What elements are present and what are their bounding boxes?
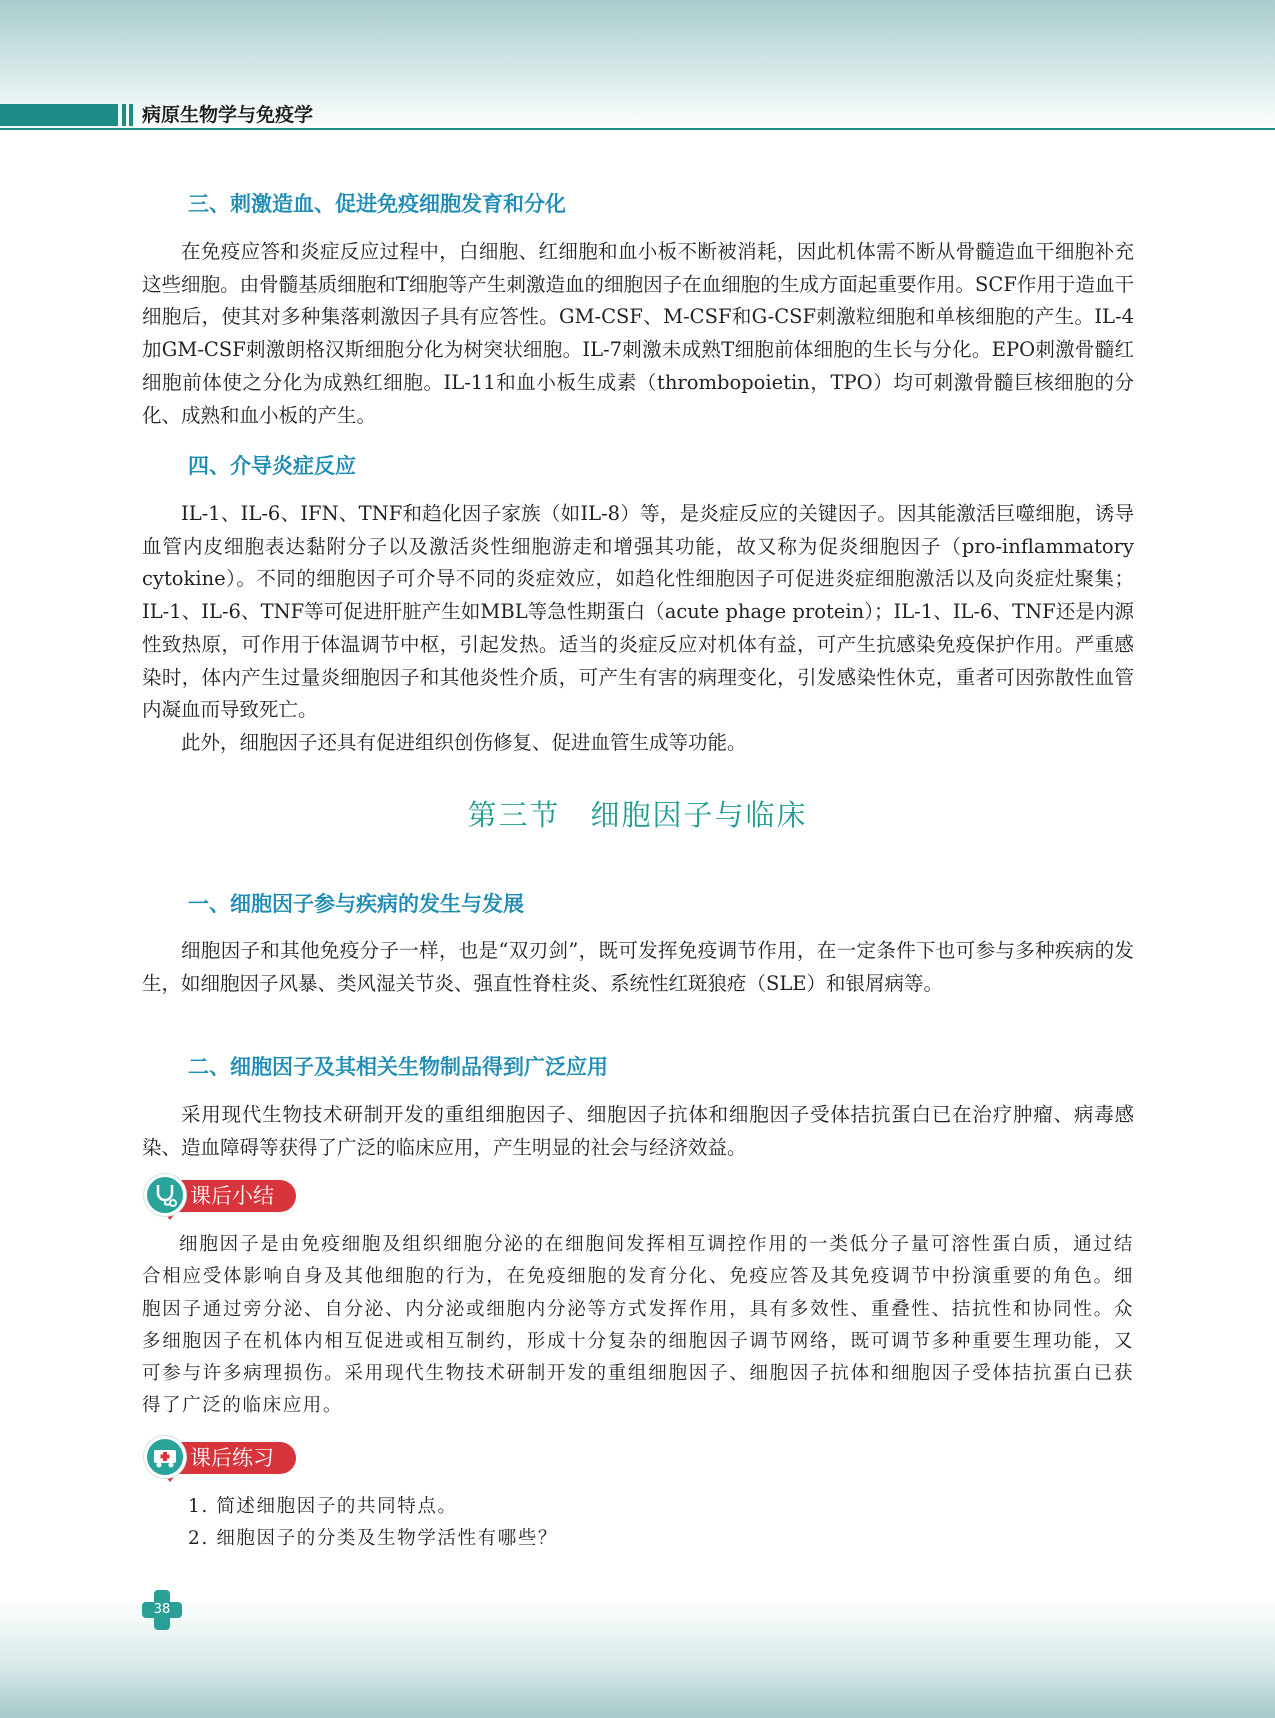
section-heading-4: 四、介导炎症反应	[188, 454, 356, 478]
chapter-label: 第三节	[467, 798, 561, 832]
chapter-title	[0, 793, 1275, 834]
header-accent-bar	[0, 104, 118, 126]
header-rule	[0, 128, 1275, 130]
section-4-paragraph-2: 此外，细胞因子还具有促进组织创伤修复、促进血管生成等功能。	[181, 731, 747, 754]
book-title: 病原生物学与免疫学	[142, 104, 314, 126]
page-number: 38	[153, 1602, 171, 1617]
exercise-question-1: 1. 简述细胞因子的共同特点。	[188, 1496, 458, 1517]
chapter-name: 细胞因子与临床	[590, 798, 808, 832]
summary-paragraph: 细胞因子是由免疫细胞及组织细胞分泌的在细胞间发挥相互调控作用的一类低分子量可溶性蛋白质，通过结合相应受体影响自身及其他细胞的行为，在免疫细胞的发育分化、免疫应答及其免疫调节中扮演重要的角色。细胞因子通过旁分泌、自分泌、内分泌或细胞内分泌等方式发挥作用，具有多效性、重叠性、拮抗性和协同性。众多细胞因子在机体内相互促进或相互制约，形成十分复杂的细胞因子调节网络，既可调节多种重要生理功能，又可参与许多病理损伤。采用现代生物技术研制开发的重组细胞因子、细胞因子抗体和细胞因子受体拮抗蛋白已获得了广泛的临床应用。	[142, 1234, 1134, 1417]
exercise-badge-label: 课后练习	[176, 1442, 296, 1474]
summary-badge-label: 课后小结	[176, 1180, 296, 1212]
running-header	[0, 102, 1275, 130]
page-number-badge	[142, 1590, 182, 1630]
exercise-badge	[144, 1436, 304, 1480]
section-3-paragraph: 在免疫应答和炎症反应过程中，白细胞、红细胞和血小板不断被消耗，因此机体需不断从骨髓造血干细胞补充这些细胞。由骨髓基质细胞和T细胞等产生刺激造血的细胞因子在血细胞的生成方面起重要作用。SCF作用于造血干细胞后，使其对多种集落刺激因子具有应答性。GM-CSF、M-CSF和G-CSF刺激粒细胞和单核细胞的产生。IL-4加GM-CSF刺激朗格汉斯细胞分化为树突状细胞。IL-7刺激未成熟T细胞前体细胞的生长与分化。EPO刺激骨髓红细胞前体使之分化为成熟红细胞。IL-11和血小板生成素（thrombopoietin，TPO）均可刺激骨髓巨核细胞的分化、成熟和血小板的产生。	[142, 240, 1134, 427]
footer-gradient	[0, 1598, 1275, 1718]
header-stripe	[122, 104, 126, 126]
subsection-2-paragraph: 采用现代生物技术研制开发的重组细胞因子、细胞因子抗体和细胞因子受体拮抗蛋白已在治疗肿瘤、病毒感染、造血障碍等获得了广泛的临床应用，产生明显的社会与经济效益。	[142, 1103, 1134, 1159]
stethoscope-icon	[144, 1174, 186, 1216]
exercise-question-2: 2. 细胞因子的分类及生物学活性有哪些？	[188, 1528, 559, 1549]
header-stripe	[129, 104, 133, 126]
summary-badge	[144, 1174, 304, 1218]
subsection-1-paragraph: 细胞因子和其他免疫分子一样，也是“双刃剑”，既可发挥免疫调节作用，在一定条件下也可参与多种疾病的发生，如细胞因子风暴、类风湿关节炎、强直性脊柱炎、系统性红斑狼疮（SLE）和银屑病等。	[142, 939, 1134, 995]
section-heading-3: 三、刺激造血、促进免疫细胞发育和分化	[188, 192, 566, 216]
subsection-heading-1: 一、细胞因子参与疾病的发生与发展	[188, 892, 524, 916]
subsection-heading-2: 二、细胞因子及其相关生物制品得到广泛应用	[188, 1055, 608, 1079]
section-4-paragraph: IL-1、IL-6、IFN、TNF和趋化因子家族（如IL-8）等，是炎症反应的关键因子。因其能激活巨噬细胞，诱导血管内皮细胞表达黏附分子以及激活炎性细胞游走和增强其功能，故又称为促炎细胞因子（pro-inflammatory cytokine）。不同的细胞因子可介导不同的炎症效应，如趋化性细胞因子可促进炎症细胞激活以及向炎症灶聚集；IL-1、IL-6、TNF等可促进肝脏产生如MBL等急性期蛋白（acute phage protein）；IL-1、IL-6、TNF还是内源性致热原，可作用于体温调节中枢，引起发热。适当的炎症反应对机体有益，可产生抗感染免疫保护作用。严重感染时，体内产生过量炎细胞因子和其他炎性介质，可产生有害的病理变化，引发感染性休克，重者可因弥散性血管内凝血而导致死亡。	[142, 502, 1134, 722]
ambulance-icon	[144, 1436, 186, 1478]
